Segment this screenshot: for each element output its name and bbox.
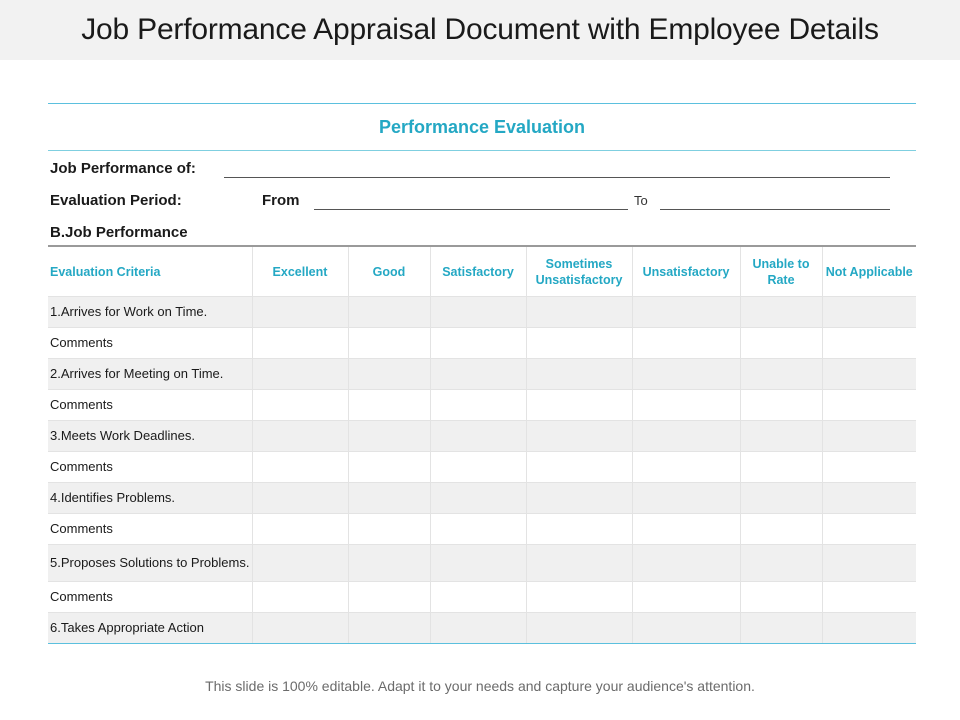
rating-cell[interactable] <box>526 421 632 452</box>
evaluation-table <box>48 247 916 644</box>
rating-cell[interactable] <box>252 582 348 613</box>
column-header: Not Applicable <box>825 264 913 279</box>
page-title: Job Performance Appraisal Document with Employee Details <box>81 13 879 46</box>
comments-label: Comments <box>48 390 252 421</box>
criteria-label: 2.Arrives for Meeting on Time. <box>48 359 252 390</box>
comments-label: Comments <box>48 582 252 613</box>
rating-cell[interactable] <box>740 421 822 452</box>
rating-cell[interactable] <box>252 452 348 483</box>
comments-row <box>48 390 916 421</box>
rating-cell[interactable] <box>430 421 526 452</box>
rating-cell[interactable] <box>348 452 430 483</box>
criteria-row <box>48 421 916 452</box>
rating-cell[interactable] <box>822 297 916 328</box>
rating-cell[interactable] <box>740 483 822 514</box>
rating-cell[interactable] <box>632 421 740 452</box>
comments-row <box>48 452 916 483</box>
criteria-label: 1.Arrives for Work on Time. <box>48 297 252 328</box>
rating-cell[interactable] <box>526 390 632 421</box>
evaluation-period-label: Evaluation Period: <box>50 192 182 209</box>
rating-cell[interactable] <box>526 582 632 613</box>
rating-cell[interactable] <box>430 483 526 514</box>
rating-cell[interactable] <box>822 359 916 390</box>
rating-cell[interactable] <box>632 613 740 644</box>
to-date-field[interactable] <box>660 209 890 210</box>
criteria-row <box>48 483 916 514</box>
from-date-field[interactable] <box>314 209 628 210</box>
rating-cell[interactable] <box>252 359 348 390</box>
criteria-row <box>48 359 916 390</box>
rating-cell[interactable] <box>348 297 430 328</box>
rating-cell[interactable] <box>348 483 430 514</box>
rating-cell[interactable] <box>632 483 740 514</box>
rating-cell[interactable] <box>252 613 348 644</box>
rating-cell[interactable] <box>430 390 526 421</box>
rating-cell[interactable] <box>740 390 822 421</box>
rating-cell[interactable] <box>348 545 430 582</box>
rating-cell[interactable] <box>740 514 822 545</box>
rating-cell[interactable] <box>526 328 632 359</box>
performance-evaluation-form <box>48 103 916 644</box>
criteria-row <box>48 297 916 328</box>
rating-cell[interactable] <box>430 452 526 483</box>
rating-cell[interactable] <box>252 421 348 452</box>
column-header: Evaluation Criteria <box>48 247 252 297</box>
rating-cell[interactable] <box>430 514 526 545</box>
rating-cell[interactable] <box>822 390 916 421</box>
to-label: To <box>634 193 648 208</box>
rating-cell[interactable] <box>348 613 430 644</box>
section-b-label: B.Job Performance <box>50 224 188 241</box>
criteria-row <box>48 545 916 582</box>
rating-cell[interactable] <box>252 328 348 359</box>
comments-row <box>48 328 916 359</box>
comments-label: Comments <box>48 452 252 483</box>
rating-cell[interactable] <box>252 297 348 328</box>
criteria-row <box>48 613 916 644</box>
section-title: Performance Evaluation <box>48 104 916 151</box>
title-bar <box>0 0 960 60</box>
rating-cell[interactable] <box>740 613 822 644</box>
rating-cell[interactable] <box>526 483 632 514</box>
section-b-heading <box>48 215 916 247</box>
rating-cell[interactable] <box>348 390 430 421</box>
rating-cell[interactable] <box>822 452 916 483</box>
rating-cell[interactable] <box>526 359 632 390</box>
from-label: From <box>262 192 300 209</box>
rating-cell[interactable] <box>740 545 822 582</box>
table-header-row <box>48 247 916 297</box>
rating-cell[interactable] <box>430 359 526 390</box>
rating-cell[interactable] <box>526 545 632 582</box>
comments-row <box>48 514 916 545</box>
rating-cell[interactable] <box>822 328 916 359</box>
rating-cell[interactable] <box>430 328 526 359</box>
rating-cell[interactable] <box>632 452 740 483</box>
rating-cell[interactable] <box>348 582 430 613</box>
criteria-label: 6.Takes Appropriate Action <box>48 613 252 644</box>
rating-cell[interactable] <box>526 613 632 644</box>
comments-label: Comments <box>48 328 252 359</box>
rating-cell[interactable] <box>822 514 916 545</box>
rating-cell[interactable] <box>252 545 348 582</box>
rating-cell[interactable] <box>526 297 632 328</box>
rating-cell[interactable] <box>430 582 526 613</box>
rating-cell[interactable] <box>740 297 822 328</box>
job-performance-of-field[interactable] <box>224 177 890 178</box>
rating-cell[interactable] <box>252 483 348 514</box>
comments-row <box>48 582 916 613</box>
comments-label: Comments <box>48 514 252 545</box>
rating-cell[interactable] <box>430 297 526 328</box>
footer-note: This slide is 100% editable. Adapt it to your needs and capture your audience's attention. <box>205 678 755 694</box>
rating-cell[interactable] <box>526 452 632 483</box>
column-header: Unsatisfactory <box>632 247 740 297</box>
rating-cell[interactable] <box>632 582 740 613</box>
criteria-label: 4.Identifies Problems. <box>48 483 252 514</box>
rating-cell[interactable] <box>632 328 740 359</box>
rating-cell[interactable] <box>632 297 740 328</box>
rating-cell[interactable] <box>822 582 916 613</box>
rating-cell[interactable] <box>348 359 430 390</box>
rating-cell[interactable] <box>430 545 526 582</box>
evaluation-period-row <box>48 183 916 215</box>
rating-cell[interactable] <box>252 514 348 545</box>
rating-cell[interactable] <box>348 328 430 359</box>
rating-cell[interactable] <box>822 613 916 644</box>
rating-cell[interactable] <box>632 390 740 421</box>
rating-cell[interactable] <box>822 421 916 452</box>
rating-cell[interactable] <box>348 421 430 452</box>
criteria-label: 3.Meets Work Deadlines. <box>48 421 252 452</box>
rating-cell[interactable] <box>822 483 916 514</box>
column-header: Unable to Rate <box>740 247 822 297</box>
rating-cell[interactable] <box>740 328 822 359</box>
rating-cell[interactable] <box>740 452 822 483</box>
criteria-label: 5.Proposes Solutions to Problems. <box>48 545 252 582</box>
column-header: Sometimes Unsatisfactory <box>526 247 632 297</box>
column-header: Excellent <box>252 247 348 297</box>
rating-cell[interactable] <box>740 582 822 613</box>
column-header: Good <box>348 247 430 297</box>
rating-cell[interactable] <box>526 514 632 545</box>
rating-cell[interactable] <box>252 390 348 421</box>
job-performance-of-label: Job Performance of: <box>50 160 196 177</box>
rating-cell[interactable] <box>632 359 740 390</box>
column-header: Satisfactory <box>430 247 526 297</box>
rating-cell[interactable] <box>740 359 822 390</box>
rating-cell[interactable] <box>822 545 916 582</box>
rating-cell[interactable] <box>632 514 740 545</box>
rating-cell[interactable] <box>348 514 430 545</box>
job-performance-of-row <box>48 151 916 183</box>
rating-cell[interactable] <box>632 545 740 582</box>
rating-cell[interactable] <box>430 613 526 644</box>
